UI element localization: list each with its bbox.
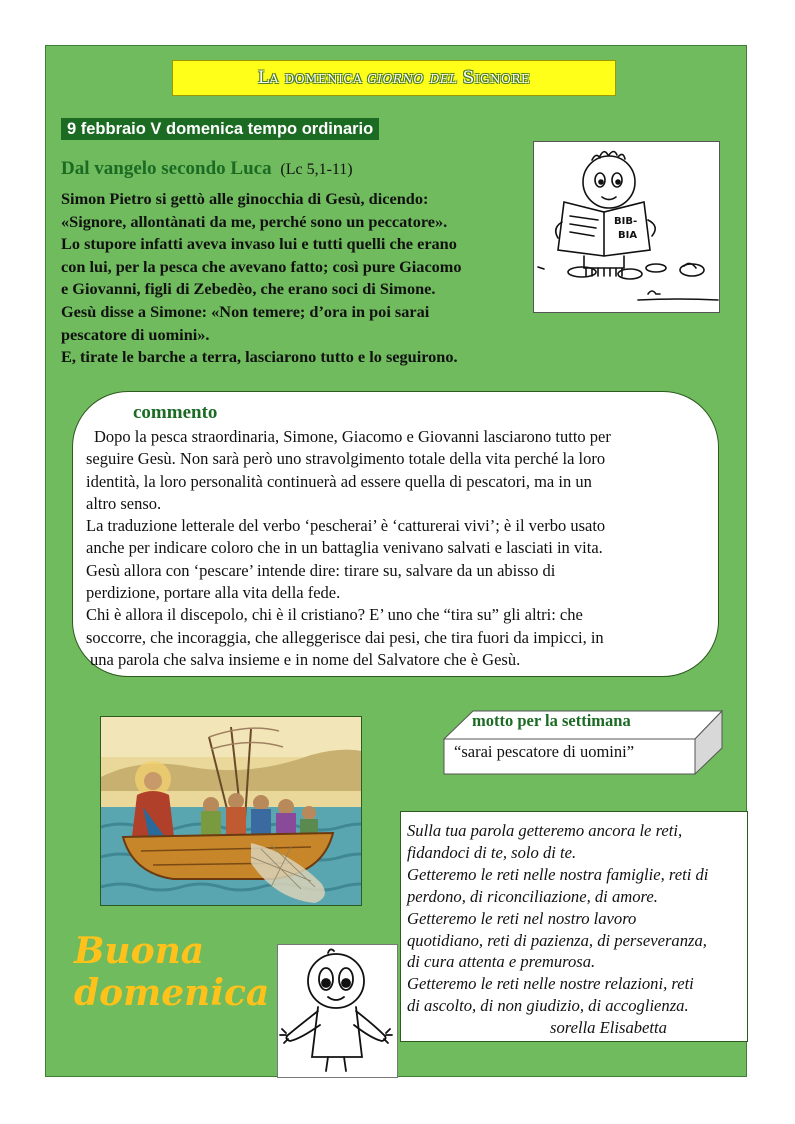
comment-line: Chi è allora il discepolo, chi è il cristiano? E’ uno che “tira su” gli altri: che — [86, 605, 583, 625]
title-part-3: Signore — [462, 68, 531, 88]
comment-line: La traduzione letterale del verbo ‘pescherai’ è ‘catturerai vivi’; è il verbo usato — [86, 516, 606, 536]
reading-child-drawing — [534, 142, 719, 312]
closing-line-2: domenica — [74, 972, 270, 1014]
prayer-signature: sorella Elisabetta — [550, 1018, 667, 1038]
page-title — [172, 60, 616, 96]
gospel-line: Lo stupore infatti aveva invaso lui e tutti quelli che erano — [61, 234, 457, 254]
prayer-line: Getteremo le reti nel nostro lavoro — [407, 908, 637, 928]
waving-child-illustration — [277, 944, 398, 1078]
closing-line-1: Buona — [74, 930, 205, 972]
gospel-reference: (Lc 5,1-11) — [280, 161, 353, 178]
comment-line: una parola che salva insieme e in nome del Salvatore che è Gesù. — [90, 649, 521, 669]
gospel-line: con lui, per la pesca che avevano fatto; così pure Giacomo — [61, 256, 462, 276]
title-part-2: giorno del — [367, 68, 458, 88]
comment-heading: commento — [133, 402, 218, 423]
prayer-line: di ascolto, di non giudizio, di accoglienza. — [407, 996, 689, 1016]
title-part-1: La domenica — [257, 68, 363, 88]
comment-text — [86, 426, 706, 671]
book-label-2: BIA — [618, 230, 638, 241]
gospel-text — [61, 188, 536, 369]
motto-text: “sarai pescatore di uomini” — [454, 742, 635, 761]
gospel-line: e Giovanni, figli di Zebedèo, che erano soci di Simone. — [61, 279, 436, 299]
motto-heading: motto per la settimana — [472, 711, 631, 730]
comment-line: Dopo la pesca straordinaria, Simone, Giacomo e Giovanni lasciarono tutto per — [94, 427, 611, 446]
comment-line: Gesù allora con ‘pescare’ intende dire: tirare su, salvare da un abisso di — [86, 560, 556, 580]
gospel-line: E, tirate le barche a terra, lasciarono tutto e lo seguirono. — [61, 347, 458, 367]
prayer-line: Sulla tua parola getteremo ancora le reti, — [407, 821, 683, 840]
prayer-text — [407, 820, 752, 1039]
gospel-line: «Signore, allontànati da me, perché sono un peccatore». — [61, 211, 448, 231]
date-banner: 9 febbraio V domenica tempo ordinario — [61, 118, 379, 140]
comment-line: soccorre, che incoraggia, che alleggerisce dai pesi, che tira fuori da impicci, in — [86, 627, 604, 647]
comment-line: anche per indicare coloro che in un battaglia venivano salvati e lasciati in vita. — [86, 538, 603, 558]
gospel-line: Simon Pietro si gettò alle ginocchia di Gesù, dicendo: — [61, 189, 429, 208]
closing-greeting — [74, 930, 269, 1014]
boat-scene — [101, 717, 361, 905]
comment-line: identità, la loro personalità continuerà ad essere quella di pescatori, ma in un — [86, 471, 592, 491]
prayer-line: di cura attenta e premurosa. — [407, 952, 596, 972]
fishing-boat-painting — [100, 716, 362, 906]
comment-line: altro senso. — [86, 493, 162, 513]
bible-reading-illustration — [533, 141, 720, 313]
prayer-line: Getteremo le reti nelle nostre relazioni, reti — [407, 974, 694, 994]
comment-line: perdizione, portare alla vita della fede. — [86, 583, 341, 603]
gospel-line: pescatore di uomini». — [61, 324, 210, 344]
gospel-line: Gesù disse a Simone: «Non temere; d’ora in poi sarai — [61, 301, 430, 321]
prayer-line: perdono, di riconciliazione, di amore. — [407, 886, 658, 906]
prayer-line: quotidiano, reti di pazienza, di perseveranza, — [407, 930, 707, 950]
comment-line: seguire Gesù. Non sarà però uno stravolgimento totale della vita perché la loro — [86, 449, 606, 469]
book-label-1: BIB- — [614, 216, 638, 227]
prayer-line: Getteremo le reti nelle nostra famiglie, reti di — [407, 864, 709, 884]
child-drawing — [278, 945, 397, 1077]
gospel-heading — [61, 158, 353, 180]
prayer-line: fidandoci di te, solo di te. — [407, 842, 577, 862]
gospel-heading-text: Dal vangelo secondo Luca — [61, 158, 272, 179]
